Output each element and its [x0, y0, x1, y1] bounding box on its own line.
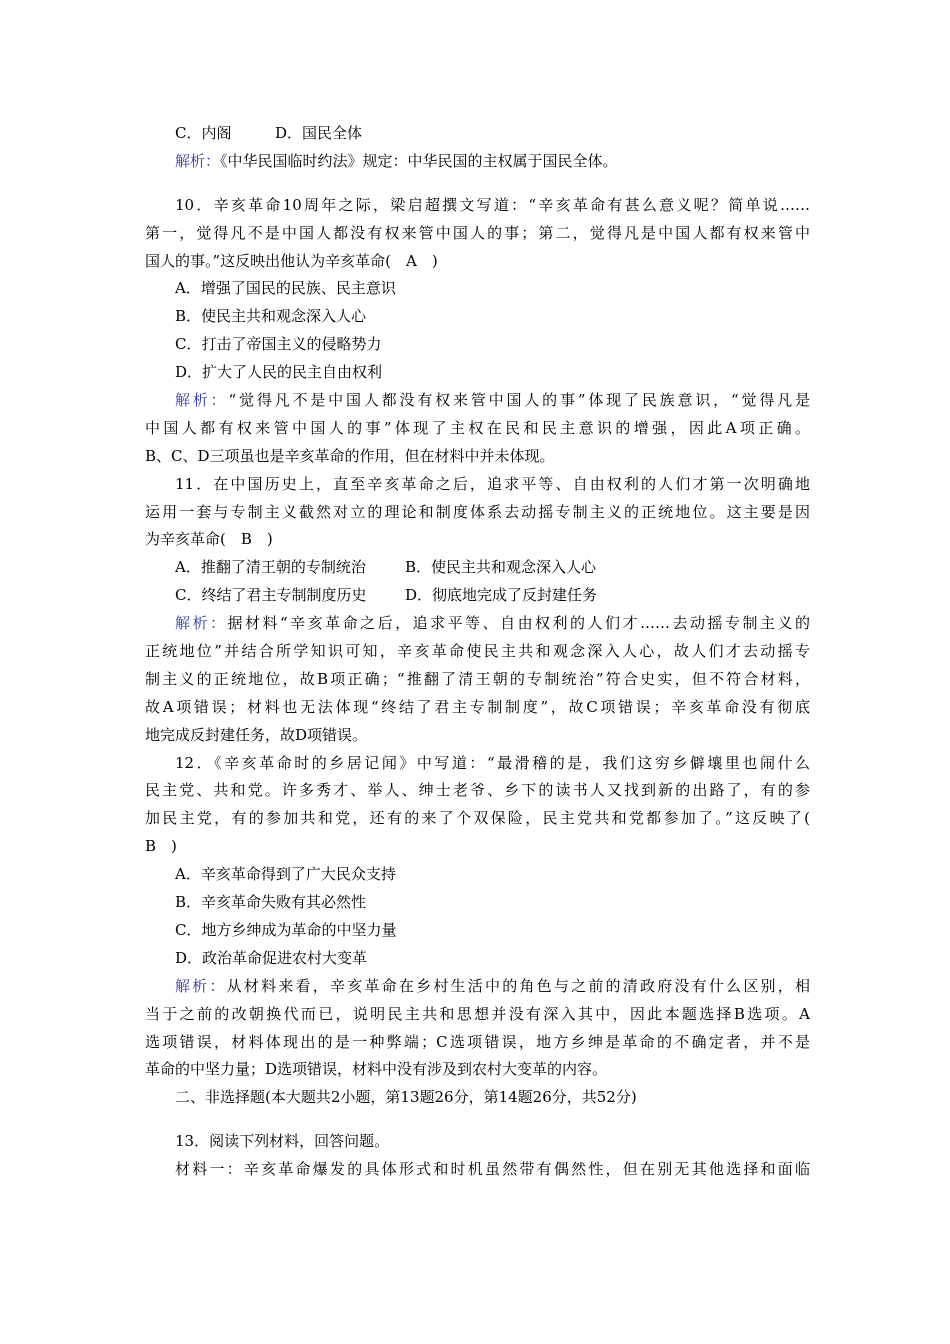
q12-analysis-text: 从材料来看，辛亥革命在乡村生活中的角色与之前的清政府没有什么区别，相 [226, 976, 810, 995]
q10-analysis-line: B、C、D三项虽也是辛亥革命的作用，但在材料中并未体现。 [145, 446, 555, 465]
analysis-label: 解析： [175, 151, 221, 170]
section-heading: 二、非选择题(本大题共2小题，第13题26分，第14题26分，共52分) [175, 1088, 637, 1107]
analysis-label: 解析： [175, 976, 227, 995]
q12-stem-line: 12．《辛亥革命时的乡居记闻》中写道：“最滑稽的是，我们这穷乡僻壤里也闹什么 [175, 753, 810, 772]
q12-analysis-line [145, 973, 810, 1001]
q11-analysis-line: 正统地位”并结合所学知识可知，辛亥革命使民主共和观念深入人心，故人们才去动摇专 [145, 642, 810, 661]
q11-analysis-line: 故A项错误；材料也无法体现“终结了君主专制制度”，故C项错误；辛亥革命没有彻底 [145, 697, 810, 716]
q10-analysis-line: 中国人都有权来管中国人的事”体现了主权在民和民主意识的增强，因此A项正确。 [145, 418, 810, 437]
q10-option-b: B．使民主共和观念深入人心 [175, 307, 367, 326]
q12-analysis-line: 当于之前的改朝换代而已，说明民主共和思想并没有深入其中，因此本题选择B选项。A [145, 1004, 810, 1023]
q11-analysis-line [145, 610, 810, 638]
q9-options-row [145, 120, 810, 148]
q9-analysis [145, 148, 810, 176]
q9-option-c: C．内阁 [175, 124, 232, 142]
q10-option-d: D．扩大了人民的民主自由权利 [175, 363, 383, 382]
q13-stem-line: 13．阅读下列材料，回答问题。 [175, 1132, 390, 1151]
q10-stem-line: 10．辛亥革命10周年之际，梁启超撰文写道：“辛亥革命有甚么意义呢？简单说…… [175, 195, 810, 214]
q11-stem-line: 11．在中国历史上，直至辛亥革命之后，追求平等、自由权利的人们才第一次明确地 [175, 474, 810, 493]
q12-stem-line: 加民主党，有的参加共和党，还有的来了个双保险，民主党共和党都参加了。”这反映了( [145, 809, 810, 828]
document-page [145, 120, 810, 1184]
q10-option-a: A．增强了国民的民族、民主意识 [175, 279, 396, 298]
q9-analysis-text: 《中华民国临时约法》规定：中华民国的主权属于国民全体。 [220, 151, 618, 170]
q11-option-b: B．使民主共和观念深入人心 [405, 558, 597, 577]
q12-analysis-line: 革命的中坚力量；D选项错误，材料中没有涉及到农村大变革的内容。 [145, 1060, 608, 1079]
q10-option-c: C．打击了帝国主义的侵略势力 [175, 335, 382, 354]
q11-analysis-line: 制主义的正统地位，故B项正确；“推翻了清王朝的专制统治”符合史实，但不符合材料， [145, 669, 810, 688]
q10-stem-line: 国人的事。”这反映出他认为辛亥革命( A ) [145, 251, 438, 270]
q12-option-b: B．辛亥革命失败有其必然性 [175, 893, 367, 912]
q11-option-a: A．推翻了清王朝的专制统治 [175, 558, 366, 577]
q12-analysis-line: 选项错误，材料体现出的是一种弊端；C选项错误，地方乡绅是革命的不确定者，并不是 [145, 1032, 810, 1051]
q11-option-c: C．终结了君主专制制度历史 [175, 586, 367, 605]
q11-stem-line: 为辛亥革命( B ) [145, 530, 273, 549]
q12-option-d: D．政治革命促进农村大变革 [175, 948, 368, 967]
q10-analysis-line [145, 387, 810, 415]
analysis-label: 解析： [175, 614, 228, 633]
q11-options-row [145, 582, 810, 610]
q11-options-row [145, 554, 810, 582]
q10-stem-line: 第一，觉得凡不是中国人都没有权来管中国人的事；第二，觉得凡是中国人都有权来管中 [145, 223, 810, 242]
q13-material-line: 材料一：辛亥革命爆发的具体形式和时机虽然带有偶然性，但在别无其他选择和面临 [175, 1160, 810, 1179]
analysis-label: 解析： [175, 391, 229, 410]
q9-option-d: D．国民全体 [275, 124, 363, 142]
q11-stem-line: 运用一套与专制主义截然对立的理论和制度体系去动摇专制主义的正统地位。这主要是因 [145, 502, 810, 521]
q12-stem-line: B ) [145, 837, 177, 856]
q11-analysis-text: 据材料“辛亥革命之后，追求平等、自由权利的人们才……去动摇专制主义的 [227, 614, 810, 633]
q11-analysis-line: 地完成反封建任务，故D项错误。 [145, 725, 368, 744]
q12-stem-line: 民主党、共和党。许多秀才、举人、绅士老爷、乡下的读书人又找到新的出路了，有的参 [145, 781, 810, 800]
q12-option-c: C．地方乡绅成为革命的中坚力量 [175, 920, 397, 939]
q12-option-a: A．辛亥革命得到了广大民众支持 [175, 865, 396, 884]
q10-analysis-text: “觉得凡不是中国人都没有权来管中国人的事”体现了民族意识，“觉得凡是 [228, 391, 810, 410]
q11-option-d: D．彻底地完成了反封建任务 [405, 586, 598, 605]
